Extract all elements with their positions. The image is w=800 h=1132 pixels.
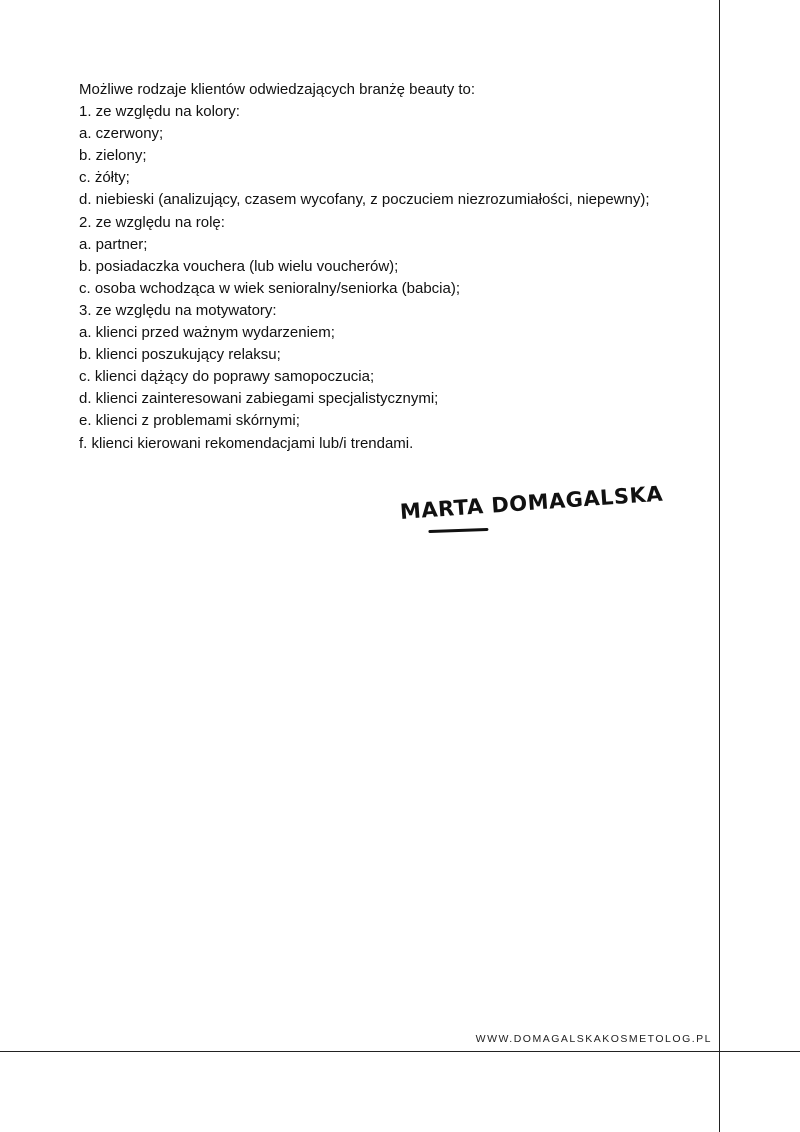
list-item: c. żółty; (79, 169, 130, 187)
list-item: a. czerwony; (79, 125, 164, 143)
list-heading: 2. ze względu na rolę: (79, 213, 225, 231)
intro-line: Możliwe rodzaje klientów odwiedzających branżę beauty to: (79, 81, 476, 98)
list-item: e. klienci z problemami skórnymi; (79, 412, 300, 430)
list-item: d. niebieski (analizujący, czasem wycofany, z poczuciem niezrozumiałości, niepewny); (79, 191, 650, 209)
signature-text: MARTA DOMAGALSKA (399, 481, 664, 524)
list-item: a. klienci przed ważnym wydarzeniem; (79, 324, 335, 342)
document-body (79, 79, 719, 455)
page-vertical-rule (719, 0, 720, 1132)
signature (399, 482, 664, 524)
list-heading: 1. ze względu na kolory: (79, 103, 240, 121)
list-item: f. klienci kierowani rekomendacjami lub/i trendami. (79, 434, 414, 452)
signature-underline (428, 528, 488, 533)
footer-website: WWW.DOMAGALSKAKOSMETOLOG.PL (475, 1033, 712, 1045)
list-item: b. zielony; (79, 147, 147, 165)
list-item: b. klienci poszukujący relaksu; (79, 346, 281, 364)
list-item: d. klienci zainteresowani zabiegami specjalistycznymi; (79, 390, 439, 408)
list-item: a. partner; (79, 235, 148, 253)
list-heading: 3. ze względu na motywatory: (79, 301, 277, 319)
list-item: c. osoba wchodząca w wiek senioralny/seniorka (babcia); (79, 279, 461, 297)
list-item: b. posiadaczka vouchera (lub wielu voucherów); (79, 257, 399, 275)
page-horizontal-rule (0, 1051, 800, 1052)
list-item: c. klienci dążący do poprawy samopoczucia; (79, 368, 375, 386)
